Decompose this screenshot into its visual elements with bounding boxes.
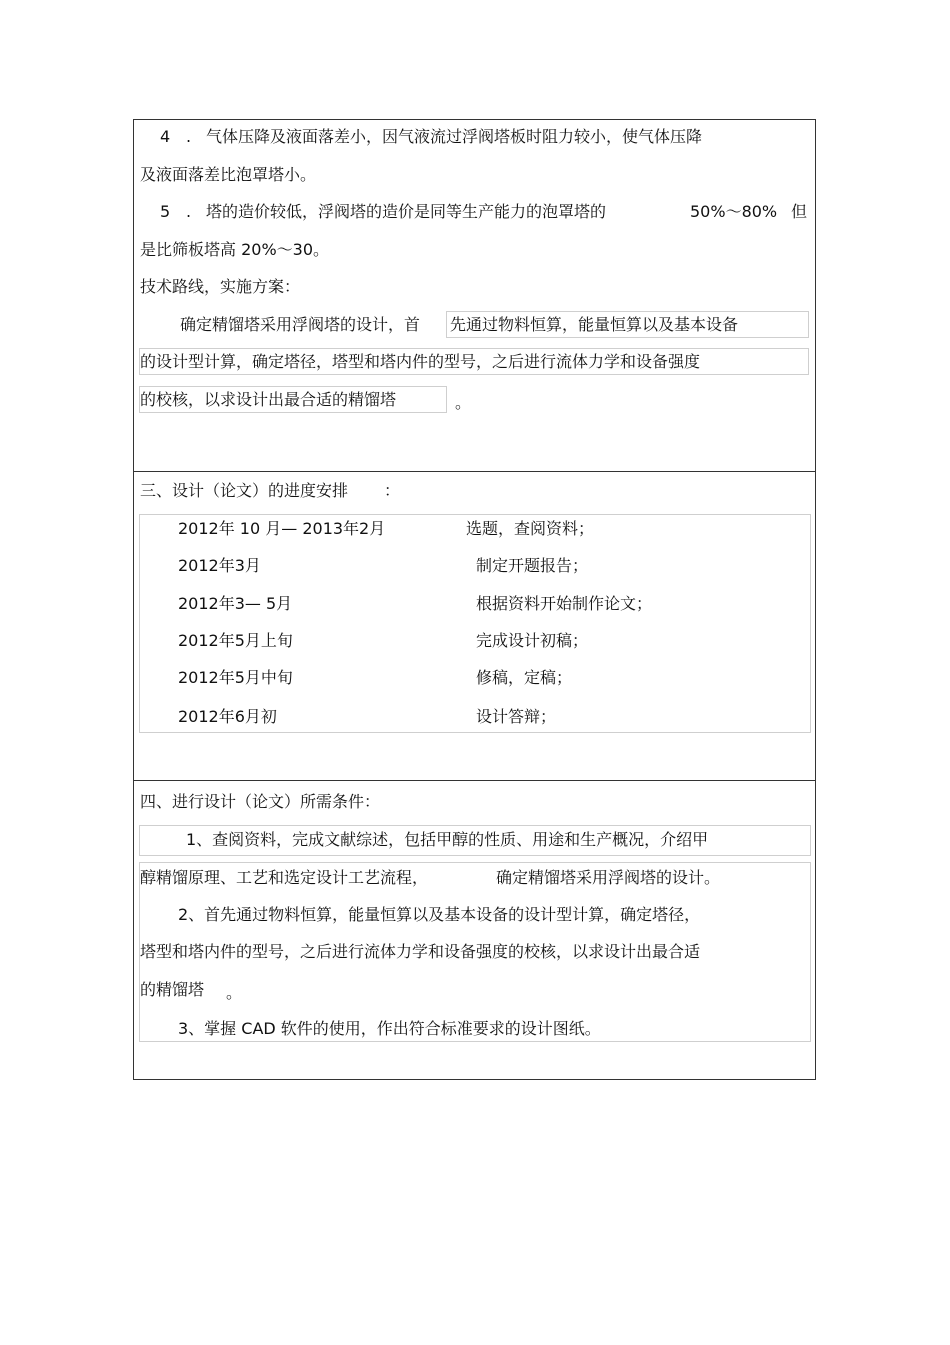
- schedule-date: 2012年5月上旬: [178, 631, 293, 650]
- condition3: 3、掌握 CAD 软件的使用，作出符合标准要求的设计图纸。: [178, 1019, 601, 1038]
- row-divider-2: [133, 780, 816, 781]
- schedule-date: 2012年 10 月— 2013年2月: [178, 519, 386, 538]
- condition1-line1: 1、查阅资料，完成文献综述，包括甲醇的性质、用途和生产概况，介绍甲: [186, 830, 709, 849]
- schedule-date: 2012年5月中旬: [178, 668, 293, 687]
- tech-line3: 的校核，以求设计出最合适的精馏塔: [140, 390, 397, 409]
- condition1-line2a: 醇精馏原理、工艺和选定设计工艺流程，: [140, 868, 429, 887]
- schedule-task: 完成设计初稿；: [476, 631, 589, 650]
- schedule-date: 2012年3月: [178, 556, 261, 575]
- tech-route-heading: 技术路线，实施方案：: [140, 277, 301, 296]
- schedule-task: 根据资料开始制作论文；: [476, 594, 653, 613]
- condition2-line1: 2、首先通过物料恒算，能量恒算以及基本设备的设计型计算，确定塔径，: [178, 905, 701, 924]
- item4-number: 4: [160, 127, 171, 146]
- item4-dot: .: [186, 127, 192, 146]
- item5-number: 5: [160, 202, 171, 221]
- item5-dot: .: [186, 202, 192, 221]
- row-divider-1: [133, 471, 816, 472]
- tech-line1b: 先通过物料恒算，能量恒算以及基本设备: [450, 315, 739, 334]
- item4-continuation: 及液面落差比泡罩塔小。: [140, 165, 317, 184]
- item5-continuation: 是比筛板塔高 20%～30。: [140, 240, 330, 259]
- item5-text: 塔的造价较低，浮阀塔的造价是同等生产能力的泡罩塔的: [206, 202, 607, 221]
- schedule-task: 选题，查阅资料；: [466, 519, 595, 538]
- schedule-task: 设计答辩；: [476, 707, 557, 726]
- schedule-heading-colon: ：: [384, 481, 401, 500]
- condition2-line3a: 的精馏塔: [140, 980, 205, 999]
- condition2-line2: 塔型和塔内件的型号，之后进行流体力学和设备强度的校核，以求设计出最合适: [140, 942, 701, 961]
- item5-but: 但: [791, 202, 808, 221]
- condition2-line3b: 。: [226, 983, 243, 1002]
- schedule-task: 制定开题报告；: [476, 556, 589, 575]
- item5-percent: 50%～80%: [690, 202, 778, 221]
- condition1-line2b: 确定精馏塔采用浮阀塔的设计。: [496, 868, 721, 887]
- item4-text: 气体压降及液面落差小，因气液流过浮阀塔板时阻力较小，使气体压降: [206, 127, 703, 146]
- conditions-heading: 四、进行设计（论文）所需条件：: [140, 792, 381, 811]
- schedule-date: 2012年3— 5月: [178, 594, 293, 613]
- schedule-heading: 三、设计（论文）的进度安排: [140, 481, 349, 500]
- tech-line3-end: 。: [455, 393, 472, 412]
- schedule-date: 2012年6月初: [178, 707, 277, 726]
- schedule-task: 修稿，定稿；: [476, 668, 573, 687]
- tech-line1a: 确定精馏塔采用浮阀塔的设计，首: [180, 315, 421, 334]
- schedule-box: [139, 514, 811, 733]
- tech-line2: 的设计型计算，确定塔径，塔型和塔内件的型号，之后进行流体力学和设备强度: [140, 352, 701, 371]
